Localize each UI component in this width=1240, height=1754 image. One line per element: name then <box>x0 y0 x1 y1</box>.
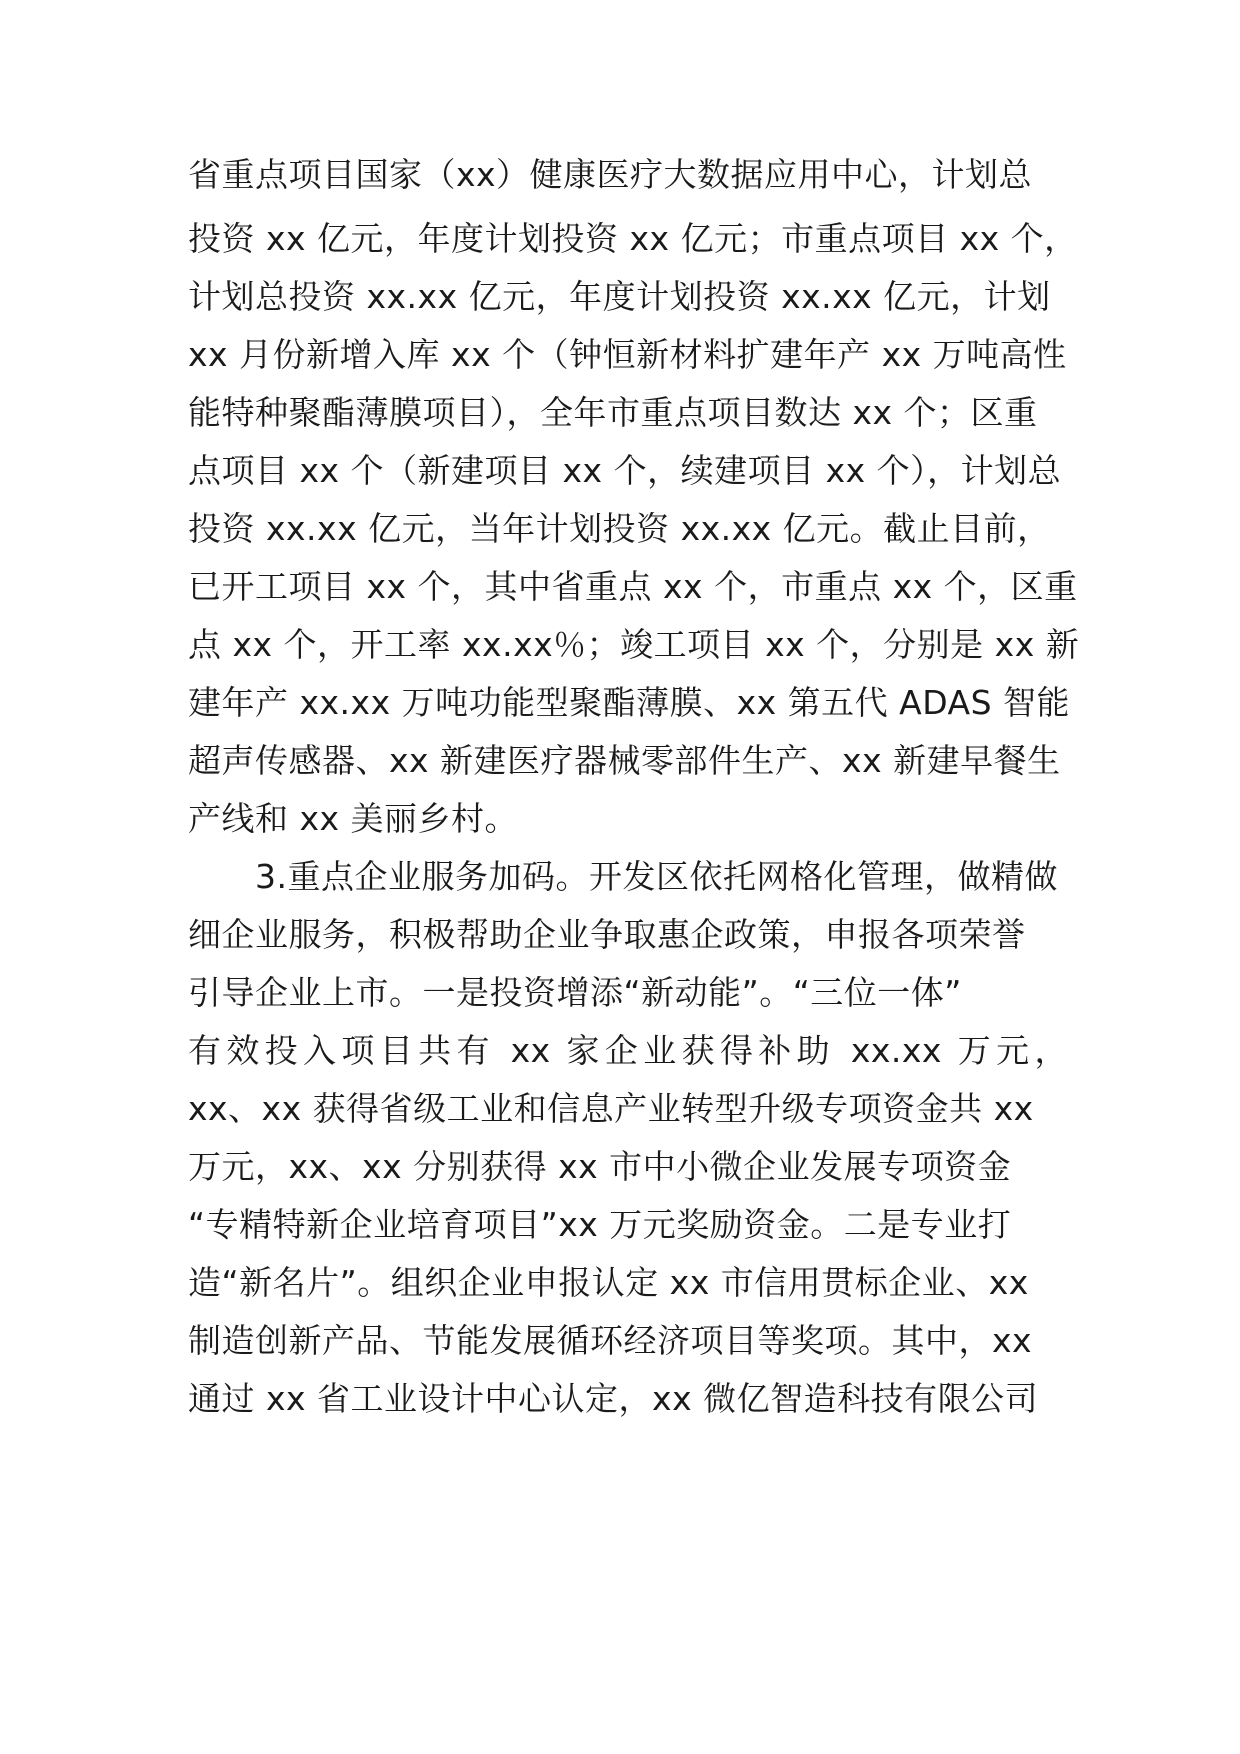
text-line: 超声传感器、xx 新建医疗器械零部件生产、xx 新建早餐生 <box>188 741 1061 780</box>
text-line: 点 xx 个，开工率 xx.xx％；竣工项目 xx 个，分别是 xx 新 <box>188 625 1080 664</box>
text-line: 已开工项目 xx 个，其中省重点 xx 个，市重点 xx 个，区重 <box>188 567 1078 606</box>
text-line: 建年产 xx.xx 万吨功能型聚酯薄膜、xx 第五代 ADAS 智能 <box>188 683 1071 722</box>
text-line: 制造创新产品、节能发展循环经济项目等奖项。其中，xx <box>188 1321 1033 1360</box>
section-heading-line: 3.重点企业服务加码。开发区依托网格化管理，做精做 <box>255 857 1058 896</box>
text-line: xx 月份新增入库 xx 个（钟恒新材料扩建年产 xx 万吨高性 <box>188 335 1067 374</box>
text-line: 万元，xx、xx 分别获得 xx 市中小微企业发展专项资金 <box>188 1147 1012 1186</box>
text-line: 细企业服务，积极帮助企业争取惠企政策，申报各项荣誉 <box>188 915 1026 954</box>
text-line: 能特种聚酯薄膜项目），全年市重点项目数达 xx 个；区重 <box>188 393 1038 432</box>
text-line: 有效投入项目共有 xx 家企业获得补助 xx.xx 万元， <box>188 1031 1068 1070</box>
text-line: 省重点项目国家（xx）健康医疗大数据应用中心，计划总 <box>188 155 1033 194</box>
text-line: 点项目 xx 个（新建项目 xx 个，续建项目 xx 个），计划总 <box>188 451 1062 490</box>
text-line: 引导企业上市。一是投资增添“新动能”。“三位一体” <box>188 973 962 1012</box>
text-line: xx、xx 获得省级工业和信息产业转型升级专项资金共 xx <box>188 1089 1034 1128</box>
text-line: 产线和 xx 美丽乡村。 <box>188 799 519 838</box>
text-line: 造“新名片”。组织企业申报认定 xx 市信用贯标企业、xx <box>188 1263 1029 1302</box>
text-line: 通过 xx 省工业设计中心认定，xx 微亿智造科技有限公司 <box>188 1379 1039 1418</box>
text-line: “专精特新企业培育项目”xx 万元奖励资金。二是专业打 <box>188 1205 1012 1244</box>
text-line: 投资 xx.xx 亿元，当年计划投资 xx.xx 亿元。截止目前， <box>188 509 1051 548</box>
text-line: 计划总投资 xx.xx 亿元，年度计划投资 xx.xx 亿元，计划 <box>188 277 1051 316</box>
text-line: 投资 xx 亿元，年度计划投资 xx 亿元；市重点项目 xx 个， <box>188 219 1078 258</box>
